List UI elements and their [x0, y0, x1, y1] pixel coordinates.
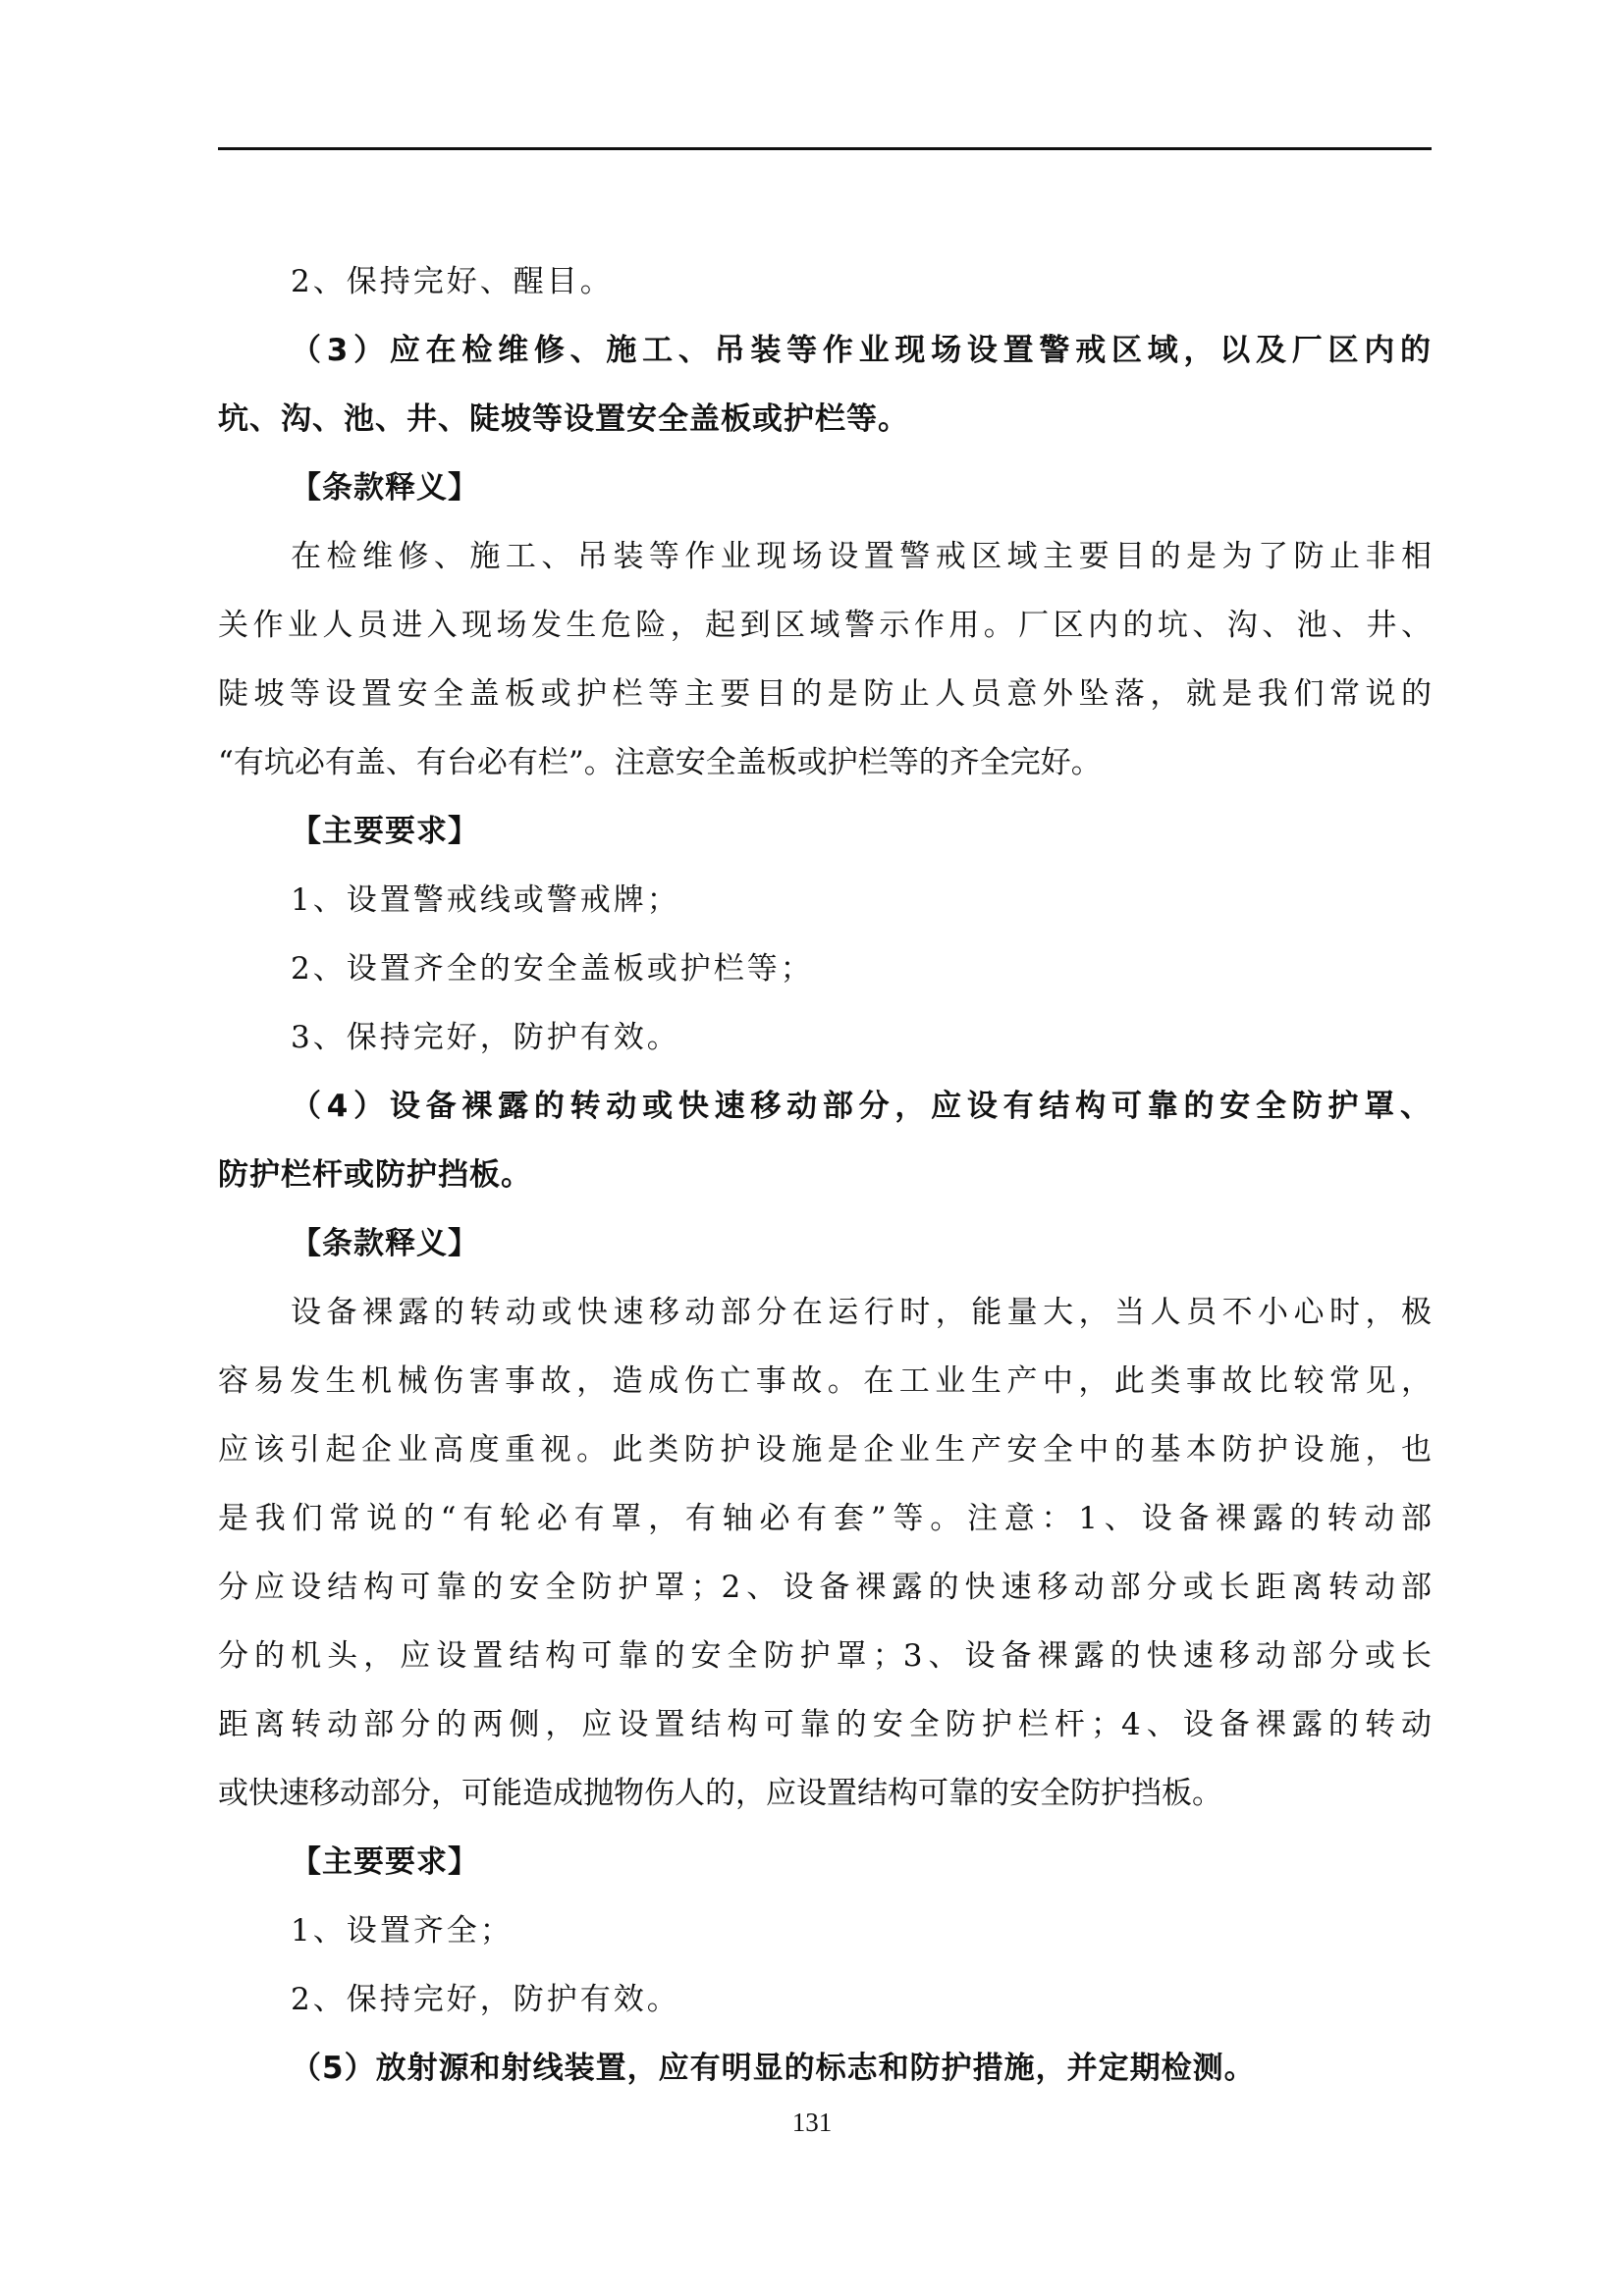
- requirement-item: 1、设置齐全；: [291, 1913, 514, 1949]
- paragraph-line: 容易发生机械伤害事故，造成伤亡事故。在工业生产中，此类事故比较常见，: [218, 1363, 1432, 1399]
- header-rule: [218, 147, 1432, 150]
- paragraph-line: “有坑必有盖、有台必有栏”。注意安全盖板或护栏等的齐全完好。: [218, 745, 1102, 780]
- paragraph-line: 分应设结构可靠的安全防护罩；2、设备裸露的快速移动部分或长距离转动部: [218, 1570, 1432, 1605]
- section-label-interpretation: 【条款释义】: [291, 470, 479, 506]
- clause-heading-3: （3）应在检维修、施工、吊装等作业现场设置警戒区域，以及厂区内的: [291, 333, 1432, 368]
- paragraph-line: 设备裸露的转动或快速移动部分在运行时，能量大，当人员不小心时，极: [291, 1295, 1432, 1330]
- clause-heading-4-cont: 防护栏杆或防护挡板。: [218, 1157, 532, 1193]
- requirement-item: 2、保持完好、醒目。: [291, 264, 614, 299]
- page-number: 131: [791, 2108, 833, 2137]
- requirement-item: 3、保持完好，防护有效。: [291, 1020, 680, 1055]
- clause-heading-4: （4）设备裸露的转动或快速移动部分，应设有结构可靠的安全防护罩、: [291, 1089, 1432, 1124]
- requirement-item: 2、设置齐全的安全盖板或护栏等；: [291, 951, 814, 987]
- requirement-item: 1、设置警戒线或警戒牌；: [291, 882, 680, 918]
- paragraph-line: 或快速移动部分，可能造成抛物伤人的，应设置结构可靠的安全防护挡板。: [218, 1776, 1222, 1811]
- page-body: [218, 247, 1432, 2103]
- section-label-interpretation: 【条款释义】: [291, 1226, 479, 1261]
- clause-heading-3-cont: 坑、沟、池、井、陡坡等设置安全盖板或护栏等。: [218, 401, 909, 437]
- paragraph-line: 关作业人员进入现场发生危险，起到区域警示作用。厂区内的坑、沟、池、井、: [218, 608, 1432, 643]
- paragraph-line: 陡坡等设置安全盖板或护栏等主要目的是防止人员意外坠落，就是我们常说的: [218, 676, 1432, 712]
- paragraph-line: 应该引起企业高度重视。此类防护设施是企业生产安全中的基本防护设施，也: [218, 1432, 1432, 1468]
- paragraph-line: 距离转动部分的两侧，应设置结构可靠的安全防护栏杆；4、设备裸露的转动: [218, 1707, 1432, 1742]
- clause-heading-5: （5）放射源和射线装置，应有明显的标志和防护措施，并定期检测。: [291, 2051, 1256, 2086]
- requirement-item: 2、保持完好，防护有效。: [291, 1982, 680, 2017]
- paragraph-line: 在检维修、施工、吊装等作业现场设置警戒区域主要目的是为了防止非相: [291, 539, 1432, 574]
- section-label-requirements: 【主要要求】: [291, 1844, 479, 1880]
- paragraph-line: 是我们常说的“有轮必有罩，有轴必有套”等。注意：1、设备裸露的转动部: [218, 1501, 1432, 1536]
- paragraph-line: 分的机头，应设置结构可靠的安全防护罩；3、设备裸露的快速移动部分或长: [218, 1638, 1432, 1674]
- section-label-requirements: 【主要要求】: [291, 814, 479, 849]
